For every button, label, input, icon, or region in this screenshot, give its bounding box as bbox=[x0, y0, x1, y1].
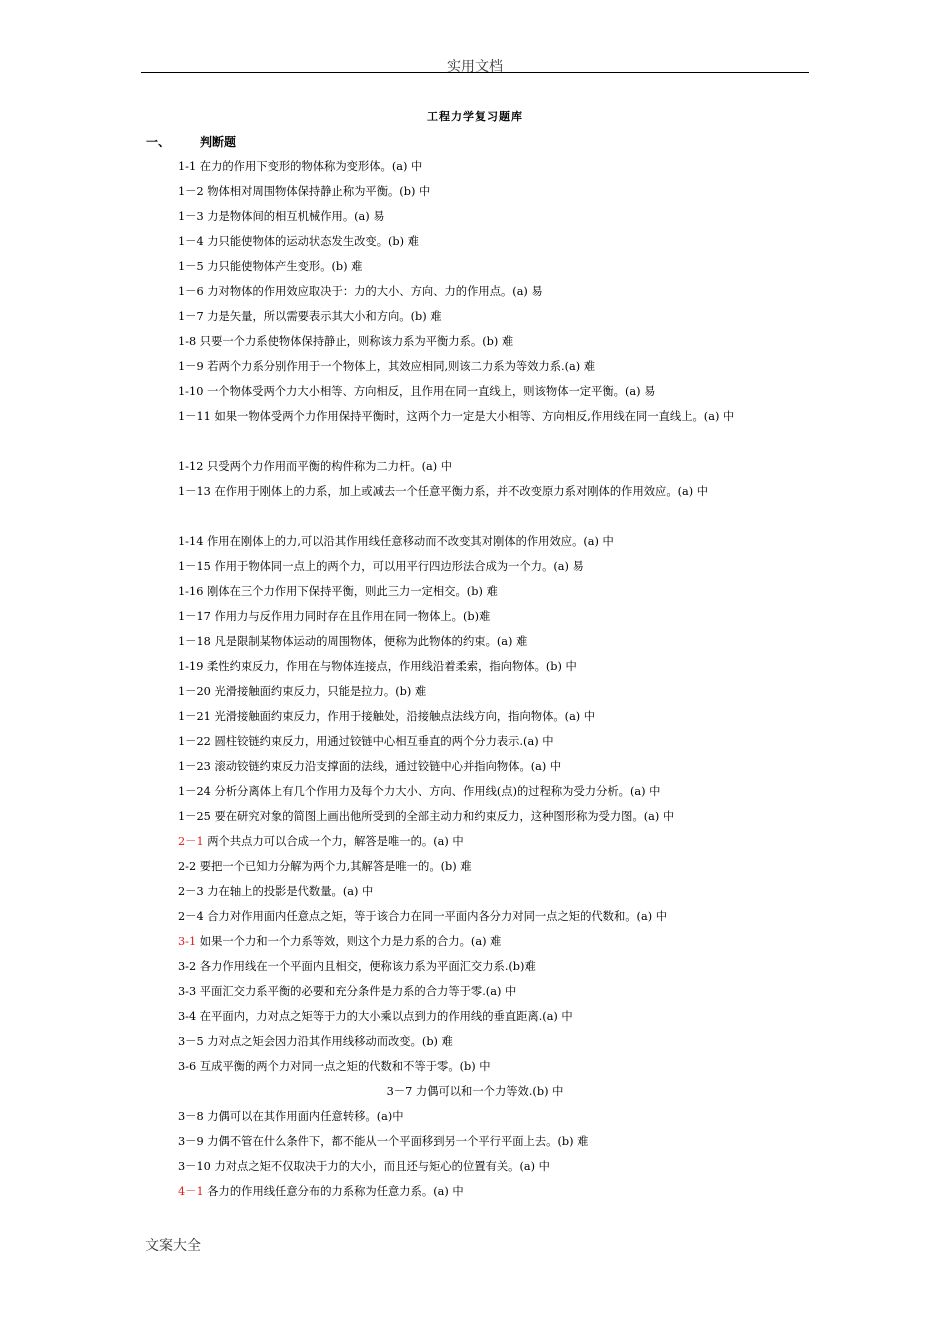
list-item bbox=[178, 954, 810, 979]
list-item bbox=[178, 979, 810, 1004]
page-footer: 文案大全 bbox=[145, 1238, 201, 1254]
question-number: 1－11 bbox=[178, 410, 211, 423]
question-number: 3－8 bbox=[178, 1110, 204, 1123]
question-number: 1－9 bbox=[178, 360, 204, 373]
header-rule bbox=[141, 72, 809, 73]
question-number: 3-6 bbox=[178, 1060, 197, 1073]
document-title: 工程力学复习题库 bbox=[427, 110, 523, 123]
question-text: 若两个力系分别作用于一个物体上，其效应相同,则该二力系为等效力系.(a) 难 bbox=[203, 360, 596, 373]
question-text: 各力的作用线任意分布的力系称为任意力系。(a) 中 bbox=[203, 1185, 464, 1198]
list-item bbox=[178, 879, 810, 904]
question-number: 1－7 bbox=[178, 310, 204, 323]
question-text: 要在研究对象的简图上画出他所受到的全部主动力和约束反力，这种图形称为受力图。(a) 中 bbox=[210, 810, 675, 823]
question-number: 1-14 bbox=[178, 535, 204, 548]
list-item bbox=[178, 629, 810, 654]
list-item bbox=[0, 1079, 950, 1104]
list-item bbox=[178, 754, 810, 779]
question-number: 1－22 bbox=[178, 735, 211, 748]
question-number: 1-12 bbox=[178, 460, 204, 473]
question-text: 刚体在三个力作用下保持平衡，则此三力一定相交。(b) 难 bbox=[203, 585, 498, 598]
question-number: 3－10 bbox=[178, 1160, 211, 1173]
question-text: 各力作用线在一个平面内且相交，便称该力系为平面汇交力系.(b)难 bbox=[196, 960, 536, 973]
question-text: 在力的作用下变形的物体称为变形体。(a) 中 bbox=[196, 160, 423, 173]
question-number: 4－1 bbox=[178, 1185, 204, 1198]
question-text: 力偶可以和一个力等效.(b) 中 bbox=[412, 1085, 564, 1098]
section-heading bbox=[146, 133, 236, 150]
question-number: 1－15 bbox=[178, 560, 211, 573]
list-item bbox=[178, 804, 810, 829]
question-number: 1-16 bbox=[178, 585, 204, 598]
question-text: 如果一个力和一个力系等效，则这个力是力系的合力。(a) 难 bbox=[196, 935, 502, 948]
question-text: 一个物体受两个力大小相等、方向相反，且作用在同一直线上，则该物体一定平衡。(a) 易 bbox=[203, 385, 656, 398]
question-text: 物体相对周围物体保持静止称为平衡。(b) 中 bbox=[203, 185, 431, 198]
question-text: 要把一个已知力分解为两个力,其解答是唯一的。(b) 难 bbox=[196, 860, 472, 873]
question-text: 只要一个力系使物体保持静止，则称该力系为平衡力系。(b) 难 bbox=[196, 335, 514, 348]
list-item bbox=[178, 1179, 810, 1204]
question-number: 1-8 bbox=[178, 335, 197, 348]
question-text: 力在轴上的投影是代数量。(a) 中 bbox=[203, 885, 374, 898]
list-item bbox=[178, 229, 810, 254]
list-item bbox=[178, 454, 810, 479]
question-number: 1－6 bbox=[178, 285, 204, 298]
question-number: 3-3 bbox=[178, 985, 197, 998]
question-number: 3－5 bbox=[178, 1035, 204, 1048]
list-item bbox=[178, 729, 810, 754]
list-item bbox=[178, 154, 810, 179]
question-number: 1-10 bbox=[178, 385, 204, 398]
question-text: 力对物体的作用效应取决于：力的大小、方向、力的作用点。(a) 易 bbox=[203, 285, 543, 298]
list-item bbox=[178, 854, 810, 879]
list-item bbox=[178, 254, 810, 279]
list-item bbox=[178, 654, 810, 679]
question-number: 3-1 bbox=[178, 935, 197, 948]
question-text: 柔性约束反力，作用在与物体连接点，作用线沿着柔索，指向物体。(b) 中 bbox=[203, 660, 577, 673]
list-item bbox=[178, 829, 810, 854]
question-text: 滚动铰链约束反力沿支撑面的法线，通过铰链中心并指向物体。(a) 中 bbox=[210, 760, 562, 773]
question-text: 力对点之矩会因力沿其作用线移动而改变。(b) 难 bbox=[203, 1035, 453, 1048]
question-number: 1－5 bbox=[178, 260, 204, 273]
list-item bbox=[178, 704, 810, 729]
list-item bbox=[178, 1154, 810, 1179]
question-number: 1－25 bbox=[178, 810, 211, 823]
page-header: 实用文档 bbox=[447, 59, 503, 75]
question-text: 作用力与反作用力同时存在且作用在同一物体上。(b)难 bbox=[210, 610, 491, 623]
question-number: 1-19 bbox=[178, 660, 204, 673]
list-item bbox=[178, 479, 810, 504]
question-number: 3-4 bbox=[178, 1010, 197, 1023]
question-number: 1-1 bbox=[178, 160, 197, 173]
list-item bbox=[178, 404, 810, 429]
question-text: 如果一物体受两个力作用保持平衡时，这两个力一定是大小相等、方向相反,作用线在同一直线上。(a) 中 bbox=[210, 410, 735, 423]
question-number: 3-2 bbox=[178, 960, 197, 973]
list-item bbox=[178, 579, 810, 604]
list-item bbox=[178, 1054, 810, 1079]
question-number: 1－18 bbox=[178, 635, 211, 648]
question-text: 平面汇交力系平衡的必要和充分条件是力系的合力等于零.(a) 中 bbox=[196, 985, 517, 998]
list-item bbox=[178, 204, 810, 229]
question-text: 只受两个力作用而平衡的构件称为二力杆。(a) 中 bbox=[203, 460, 453, 473]
question-text: 力只能使物体的运动状态发生改变。(b) 难 bbox=[203, 235, 419, 248]
question-text: 在平面内，力对点之矩等于力的大小乘以点到力的作用线的垂直距离.(a) 中 bbox=[196, 1010, 573, 1023]
list-item bbox=[178, 354, 810, 379]
list-item bbox=[178, 529, 810, 554]
question-text: 力是物体间的相互机械作用。(a) 易 bbox=[203, 210, 385, 223]
question-number: 1－2 bbox=[178, 185, 204, 198]
list-item bbox=[178, 1129, 810, 1154]
section-label: 判断题 bbox=[200, 135, 237, 149]
list-item bbox=[178, 679, 810, 704]
list-item bbox=[178, 329, 810, 354]
list-item bbox=[178, 604, 810, 629]
question-text: 圆柱铰链约束反力，用通过铰链中心相互垂直的两个分力表示.(a) 中 bbox=[210, 735, 554, 748]
question-number: 2－3 bbox=[178, 885, 204, 898]
question-number: 1－3 bbox=[178, 210, 204, 223]
question-text: 光滑接触面约束反力，只能是拉力。(b) 难 bbox=[210, 685, 427, 698]
question-text: 作用在刚体上的力,可以沿其作用线任意移动而不改变其对刚体的作用效应。(a) 中 bbox=[203, 535, 614, 548]
question-number: 1－23 bbox=[178, 760, 211, 773]
question-text: 力偶可以在其作用面内任意转移。(a)中 bbox=[203, 1110, 404, 1123]
question-number: 3－7 bbox=[386, 1085, 413, 1098]
list-item bbox=[178, 1004, 810, 1029]
question-text: 力是矢量，所以需要表示其大小和方向。(b) 难 bbox=[203, 310, 442, 323]
question-number: 2－4 bbox=[178, 910, 204, 923]
list-item bbox=[178, 554, 810, 579]
question-text: 作用于物体同一点上的两个力，可以用平行四边形法合成为一个力。(a) 易 bbox=[210, 560, 584, 573]
list-item bbox=[178, 379, 810, 404]
list-item bbox=[178, 1104, 810, 1129]
list-item bbox=[178, 779, 810, 804]
list-item bbox=[178, 304, 810, 329]
question-number: 1－4 bbox=[178, 235, 204, 248]
question-number: 1－24 bbox=[178, 785, 211, 798]
question-text: 力对点之矩不仅取决于力的大小，而且还与矩心的位置有关。(a) 中 bbox=[210, 1160, 550, 1173]
question-number: 2－1 bbox=[178, 835, 204, 848]
question-number: 2-2 bbox=[178, 860, 197, 873]
question-text: 在作用于刚体上的力系，加上或减去一个任意平衡力系，并不改变原力系对刚体的作用效应。(a) 中 bbox=[210, 485, 709, 498]
question-text: 力偶不管在什么条件下，都不能从一个平面移到另一个平行平面上去。(b) 难 bbox=[203, 1135, 589, 1148]
list-item bbox=[178, 929, 810, 954]
question-text: 互成平衡的两个力对同一点之矩的代数和不等于零。(b) 中 bbox=[196, 1060, 491, 1073]
list-item bbox=[178, 904, 810, 929]
question-number: 1－17 bbox=[178, 610, 211, 623]
question-text: 凡是限制某物体运动的周围物体，便称为此物体的约束。(a) 难 bbox=[210, 635, 528, 648]
list-item bbox=[178, 179, 810, 204]
question-text: 分析分离体上有几个作用力及每个力大小、方向、作用线(点)的过程称为受力分析。(a) 中 bbox=[210, 785, 661, 798]
question-number: 1－20 bbox=[178, 685, 211, 698]
question-number: 3－9 bbox=[178, 1135, 204, 1148]
list-item bbox=[178, 279, 810, 304]
question-text: 两个共点力可以合成一个力，解答是唯一的。(a) 中 bbox=[203, 835, 464, 848]
section-number: 一、 bbox=[146, 135, 171, 149]
list-item bbox=[178, 1029, 810, 1054]
question-text: 合力对作用面内任意点之矩，等于该合力在同一平面内各分力对同一点之矩的代数和。(a) 中 bbox=[203, 910, 667, 923]
question-text: 力只能使物体产生变形。(b) 难 bbox=[203, 260, 363, 273]
question-text: 光滑接触面约束反力，作用于接触处，沿接触点法线方向，指向物体。(a) 中 bbox=[210, 710, 596, 723]
question-number: 1－21 bbox=[178, 710, 211, 723]
question-number: 1－13 bbox=[178, 485, 211, 498]
